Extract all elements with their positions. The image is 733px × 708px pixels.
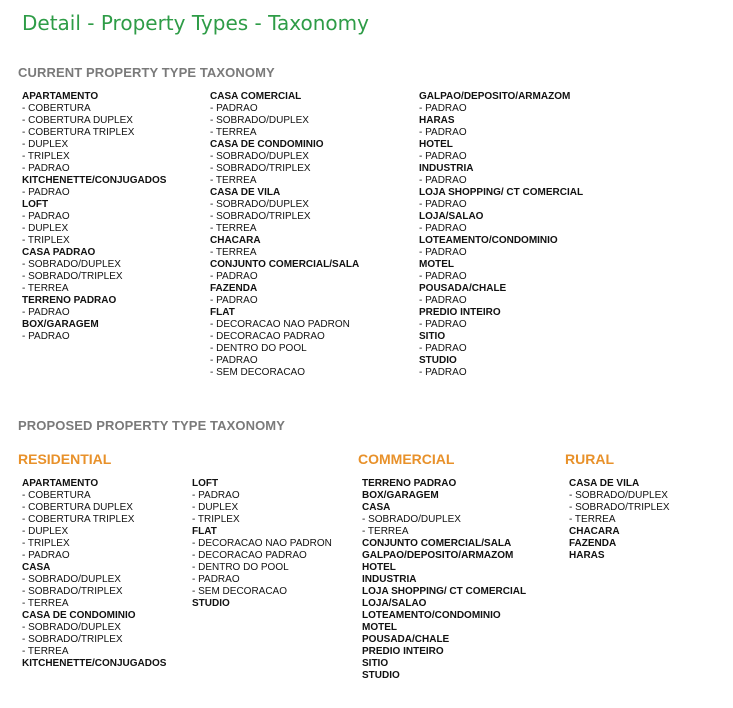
category-item: SITIO [362,658,389,669]
category-item: CHACARA [210,235,261,246]
category-item: GALPAO/DEPOSITO/ARMAZOM [419,91,571,102]
subtype-item: - PADRAO [22,187,70,198]
subtype-item: - TERREA [22,283,69,294]
commercial-heading: COMMERCIAL [358,451,455,467]
subtype-item: - DUPLEX [22,223,69,234]
subtype-item: - SOBRADO/DUPLEX [22,574,121,585]
category-item: POUSADA/CHALE [362,634,450,645]
subtype-item: - DECORACAO NAO PADRON [210,319,350,330]
category-item: STUDIO [192,598,230,609]
subtype-item: - SOBRADO/TRIPLEX [569,502,670,513]
category-item: PREDIO INTEIRO [419,307,501,318]
category-item: MOTEL [362,622,397,633]
subtype-item: - SOBRADO/TRIPLEX [210,163,311,174]
subtype-item: - PADRAO [419,367,467,378]
category-item: KITCHENETTE/CONJUGADOS [22,175,167,186]
subtype-item: - PADRAO [210,295,258,306]
category-item: GALPAO/DEPOSITO/ARMAZOM [362,550,514,561]
category-item: HARAS [569,550,605,561]
subtype-item: - COBERTURA [22,490,91,501]
subtype-item: - PADRAO [419,295,467,306]
category-item: BOX/GARAGEM [22,319,99,330]
subtype-item: - SOBRADO/TRIPLEX [22,271,123,282]
subtype-item: - PADRAO [419,223,467,234]
subtype-item: - TRIPLEX [192,514,240,525]
subtype-item: - COBERTURA TRIPLEX [22,127,135,138]
subtype-item: - PADRAO [419,271,467,282]
current-taxonomy-heading: CURRENT PROPERTY TYPE TAXONOMY [18,65,275,80]
category-item: APARTAMENTO [22,91,99,102]
subtype-item: - PADRAO [22,331,70,342]
category-item: INDUSTRIA [362,574,417,585]
category-item: CASA [362,502,391,513]
category-item: KITCHENETTE/CONJUGADOS [22,658,167,669]
page-title: Detail - Property Types - Taxonomy [22,11,369,35]
subtype-item: - PADRAO [419,127,467,138]
category-item: CASA PADRAO [22,247,96,258]
proposed-taxonomy-heading: PROPOSED PROPERTY TYPE TAXONOMY [18,418,285,433]
subtype-item: - COBERTURA TRIPLEX [22,514,135,525]
subtype-item: - DECORACAO PADRAO [192,550,307,561]
category-item: POUSADA/CHALE [419,283,507,294]
category-item: CASA DE VILA [569,478,640,489]
subtype-item: - DECORACAO PADRAO [210,331,325,342]
current-column-3 [419,91,583,379]
subtype-item: - TERREA [210,223,257,234]
category-item: FAZENDA [210,283,258,294]
category-item: HOTEL [362,562,396,573]
subtype-item: - DECORACAO NAO PADRON [192,538,332,549]
subtype-item: - DUPLEX [22,139,69,150]
subtype-item: - COBERTURA DUPLEX [22,502,133,513]
subtype-item: - TERREA [210,175,257,186]
subtype-item: - TRIPLEX [22,538,70,549]
category-item: BOX/GARAGEM [362,490,439,501]
subtype-item: - DUPLEX [192,502,239,513]
subtype-item: - PADRAO [419,151,467,162]
subtype-item: - PADRAO [210,103,258,114]
subtype-item: - SOBRADO/DUPLEX [22,259,121,270]
category-item: SITIO [419,331,446,342]
subtype-item: - TRIPLEX [22,151,70,162]
category-item: STUDIO [419,355,457,366]
subtype-item: - SOBRADO/TRIPLEX [22,586,123,597]
category-item: LOJA/SALAO [362,598,427,609]
category-item: LOFT [22,199,49,210]
commercial-column [362,478,526,682]
subtype-item: - SEM DECORACAO [192,586,288,597]
subtype-item: - PADRAO [22,307,70,318]
subtype-item: - PADRAO [419,343,467,354]
category-item: LOTEAMENTO/CONDOMINIO [419,235,558,246]
current-column-2 [210,91,359,379]
category-item: CONJUNTO COMERCIAL/SALA [210,259,360,270]
subtype-item: - PADRAO [419,319,467,330]
residential-column-2 [192,478,332,610]
category-item: TERRENO PADRAO [22,295,117,306]
category-item: TERRENO PADRAO [362,478,457,489]
category-item: CHACARA [569,526,620,537]
subtype-item: - SOBRADO/TRIPLEX [210,211,311,222]
category-item: HARAS [419,115,455,126]
category-item: LOFT [192,478,219,489]
subtype-item: - SOBRADO/DUPLEX [210,151,309,162]
subtype-item: - PADRAO [210,355,258,366]
category-item: CASA DE VILA [210,187,281,198]
subtype-item: - TERREA [569,514,616,525]
subtype-item: - TERREA [22,598,69,609]
subtype-item: - PADRAO [22,163,70,174]
subtype-item: - PADRAO [22,550,70,561]
category-item: INDUSTRIA [419,163,474,174]
rural-heading: RURAL [565,451,614,467]
category-item: FLAT [192,526,217,537]
residential-column-1 [22,478,166,670]
current-column-1 [22,91,166,343]
subtype-item: - TERREA [210,127,257,138]
category-item: HOTEL [419,139,453,150]
subtype-item: - TRIPLEX [22,235,70,246]
subtype-item: - SOBRADO/DUPLEX [362,514,461,525]
subtype-item: - DUPLEX [22,526,69,537]
category-item: APARTAMENTO [22,478,99,489]
subtype-item: - PADRAO [419,103,467,114]
subtype-item: - PADRAO [419,175,467,186]
category-item: LOTEAMENTO/CONDOMINIO [362,610,501,621]
subtype-item: - PADRAO [419,199,467,210]
category-item: CASA DE CONDOMINIO [210,139,324,150]
subtype-item: - SOBRADO/DUPLEX [210,115,309,126]
category-item: MOTEL [419,259,454,270]
category-item: CONJUNTO COMERCIAL/SALA [362,538,512,549]
subtype-item: - PADRAO [192,490,240,501]
subtype-item: - PADRAO [22,211,70,222]
subtype-item: - TERREA [210,247,257,258]
subtype-item: - SOBRADO/DUPLEX [22,622,121,633]
rural-column [569,478,670,562]
category-item: PREDIO INTEIRO [362,646,444,657]
category-item: FLAT [210,307,235,318]
subtype-item: - TERREA [22,646,69,657]
category-item: FAZENDA [569,538,617,549]
category-item: CASA DE CONDOMINIO [22,610,136,621]
subtype-item: - COBERTURA [22,103,91,114]
residential-heading: RESIDENTIAL [18,451,112,467]
subtype-item: - TERREA [362,526,409,537]
category-item: CASA [22,562,51,573]
category-item: CASA COMERCIAL [210,91,302,102]
subtype-item: - SOBRADO/DUPLEX [569,490,668,501]
subtype-item: - SEM DECORACAO [210,367,306,378]
subtype-item: - DENTRO DO POOL [210,343,307,354]
subtype-item: - PADRAO [192,574,240,585]
subtype-item: - PADRAO [419,247,467,258]
subtype-item: - SOBRADO/DUPLEX [210,199,309,210]
subtype-item: - COBERTURA DUPLEX [22,115,133,126]
category-item: STUDIO [362,670,400,681]
subtype-item: - DENTRO DO POOL [192,562,289,573]
category-item: LOJA/SALAO [419,211,484,222]
subtype-item: - SOBRADO/TRIPLEX [22,634,123,645]
category-item: LOJA SHOPPING/ CT COMERCIAL [419,187,584,198]
category-item: LOJA SHOPPING/ CT COMERCIAL [362,586,527,597]
subtype-item: - PADRAO [210,271,258,282]
